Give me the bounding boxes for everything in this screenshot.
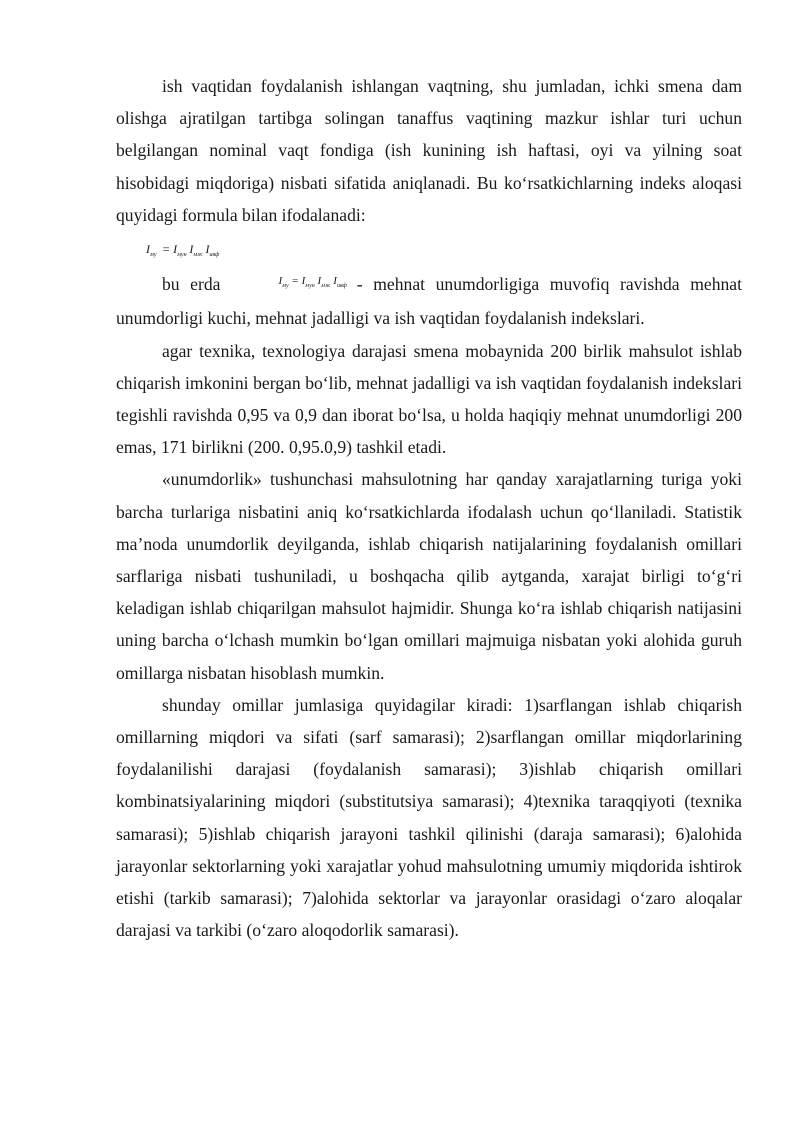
paragraph-2 [116,265,742,335]
formula-lhs-sub: му [150,252,157,259]
formula-t2-sub: мж [193,252,203,259]
paragraph-5: shunday omillar jumlasiga quyidagilar kiradi: 1)sarflangan ishlab chiqarish omillarning miqdori va sifati (sarf samarasi); 2)sarflangan omillar miqdorlarining foydalanilishi darajasi (foydalanish samarasi); 3)ishlab chiqarish omillari kombinatsiyalarining miqdori (substitutsiya samarasi); 4)texnika taraqqiyoti (texnika samarasi); 5)ishlab chiqarish jarayoni tashkil qilinishi (daraja samarasi); 6)alohida jarayonlar sektorlarning yoki xarajatlar yohud mahsulotning umumiy miqdorida ishtirok etishi (tarkib samarasi); 7)alohida sektorlar va jarayonlar orasidagi o‘zaro aloqalar darajasi va tarkibi (o‘zaro aloqodorlik samarasi). [116,694,742,941]
inline-formula-t2-sub: мж [321,283,331,290]
inline-formula-lhs-sub: му [282,283,289,290]
inline-formula-lhs: I [278,275,283,288]
formula-t2: I [189,242,194,257]
inline-formula-t3-sub: ивф [336,283,347,290]
formula-lhs: I [146,242,150,257]
inline-formula-t2: I [317,275,322,288]
document-page [116,70,742,946]
formula-eq: = I [162,242,178,257]
paragraph-2-lead: bu erda [162,274,221,295]
formula-index-relation [116,233,742,259]
paragraph-4: «unumdorlik» tushunchasi mahsulotning har qanday xarajatlarning turiga yoki barcha turlariga nisbatini aniq ko‘rsatkichlarda ifodalash uchun qo‘llaniladi. Statistik ma’noda unumdorlik deyilganda, ishlab chiqarish natijalarining foydalanish omillari sarflariga nisbati tushuniladi, u boshqacha qilib aytganda, xarajat birligi to‘g‘ri keladigan ishlab chiqarilgan mahsulot hajmidir. Shunga ko‘ra ishlab chiqarish natijasini uning barcha o‘lchash mumkin bo‘lgan omillari majmuiga nisbatan yoki alohida guruh omillarga nisbatan hisoblash mumkin. [116,469,742,683]
inline-formula-t3: I [333,275,337,288]
formula-t3-sub: ивф [209,252,220,259]
formula-t1-sub: мун [177,252,187,259]
inline-formula-t1-sub: мун [305,283,315,290]
paragraph-3: agar texnika, texnologiya darajasi smena mobaynida 200 birlik mahsulot ishlab chiqarish imkonini bergan bo‘lib, mehnat jadalligi va ish vaqtidan foydalanish indekslari tegishli ravishda 0,95 va 0,9 dan iborat bo‘lsa, u holda haqiqiy mehnat unumdorligi 200 emas, 171 birlikni (200. 0,95.0,9) tashkil etadi. [116,340,742,458]
inline-formula-eq: = I [291,275,306,288]
formula-t3: I [205,242,210,257]
paragraph-1: ish vaqtidan foydalanish ishlangan vaqtning, shu jumladan, ichki smena dam olishga ajratilgan tartibga solingan tanaffus vaqtining mazkur ishlar turi uchun belgilangan nominal vaqt fondiga (ish kunining ish haftasi, oyi va yilning soat hisobidagi miqdoriga) nisbati sifatida aniqlanadi. Bu ko‘rsatkichlarning indeks aloqasi quyidagi formula bilan ifodalanadi: [116,76,742,225]
paragraph-2-rest: - mehnat unumdorligiga muvofiq ravishda mehnat unumdorligi kuchi, mehnat jadalligi va ish vaqtidan foydalanish indekslari. [116,274,742,329]
inline-formula [232,265,346,302]
